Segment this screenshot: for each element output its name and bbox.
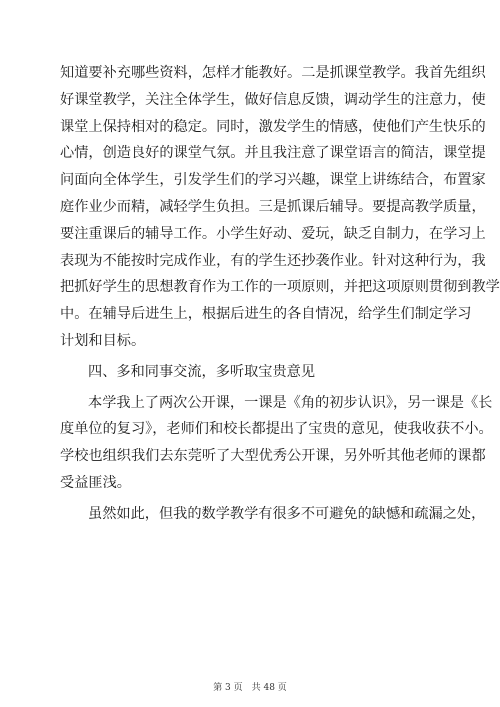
section-heading: 四、多和同事交流，多听取宝贵意见	[88, 363, 316, 380]
text-line: 学校也组织我们去东莞听了大型优秀公开课，另外听其他老师的课都	[60, 448, 486, 465]
text-line: 要注重课后的辅导工作。小学生好动、爱玩，缺乏自制力，在学习上	[60, 225, 486, 242]
text-line: 庭作业少而精，减轻学生负担。三是抓课后辅导。要提高教学质量，	[60, 198, 486, 215]
text-line: 本学我上了两次公开课，一课是《角的初步认识》，另一课是《长	[88, 394, 493, 411]
text-line: 问面向全体学生，引发学生们的学习兴趣，课堂上讲练结合，布置家	[60, 172, 486, 189]
document-body	[60, 60, 500, 528]
text-line: 计划和目标。	[60, 332, 146, 349]
text-line: 好课堂教学，关注全体学生，做好信息反馈，调动学生的注意力，使	[60, 91, 486, 108]
text-line: 课堂上保持相对的稳定。同时，激发学生的情感，使他们产生快乐的	[60, 118, 486, 135]
text-line: 度单位的复习》，老师们和校长都提出了宝贵的意见，使我收获不小。	[60, 421, 493, 438]
text-line: 受益匪浅。	[60, 474, 131, 491]
page-footer: 第 3 页 共 48 页	[213, 683, 287, 693]
text-line: 虽然如此，但我的数学教学有很多不可避免的缺憾和疏漏之处，	[88, 505, 486, 522]
text-line: 表现为不能按时完成作业，有的学生还抄袭作业。针对这种行为，我	[60, 252, 486, 269]
text-line: 中。在辅导后进生上，根据后进生的各自情况，给学生们制定学习	[60, 306, 472, 323]
text-line: 心情，创造良好的课堂气氛。并且我注意了课堂语言的简洁，课堂提	[60, 145, 486, 162]
text-line: 把抓好学生的思想教育作为工作的一项原则，并把这项原则贯彻到教学	[60, 279, 500, 296]
text-line: 知道要补充哪些资料，怎样才能教好。二是抓课堂教学。我首先组织	[60, 65, 486, 81]
